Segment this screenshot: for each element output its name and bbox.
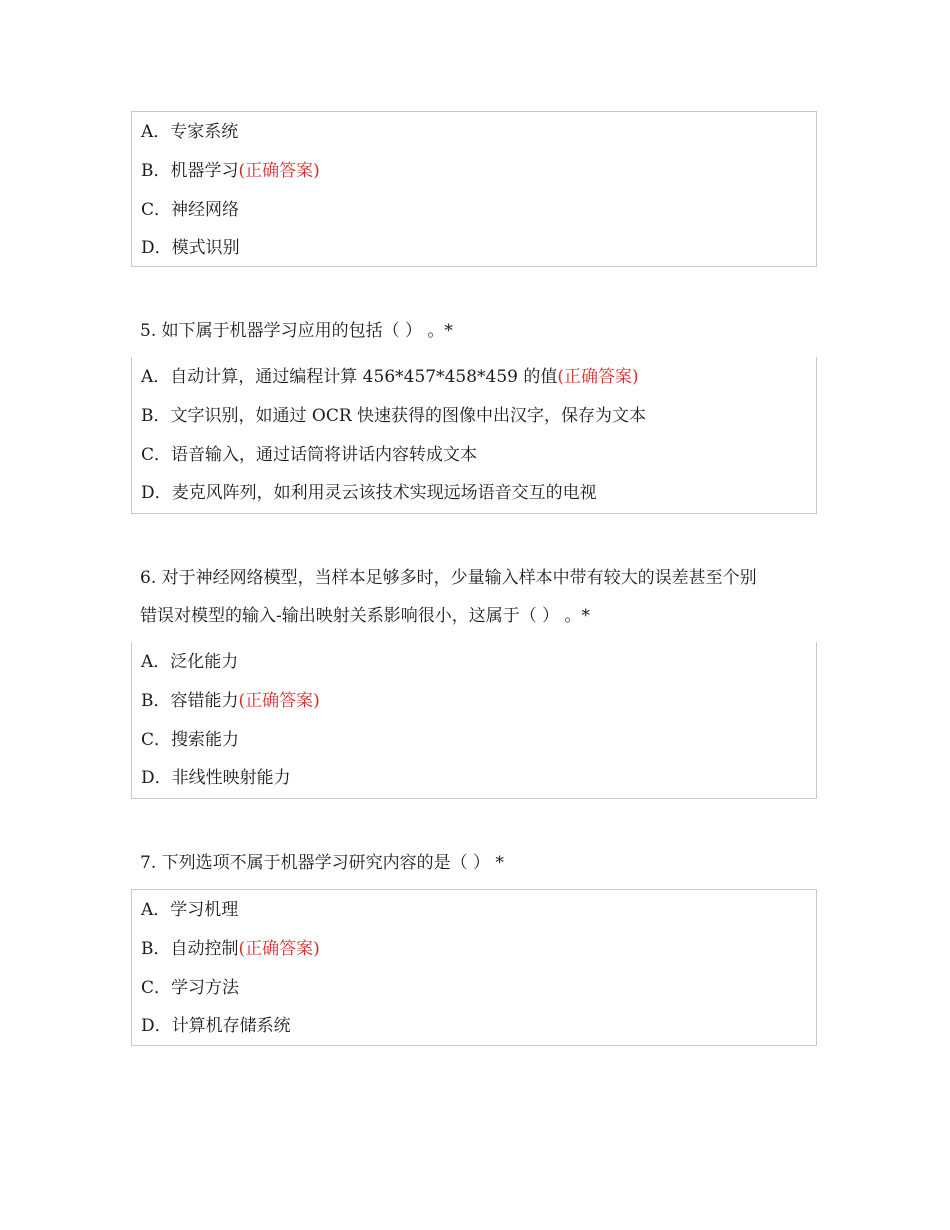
option-letter: D．: [141, 238, 172, 259]
option-letter: D．: [141, 483, 172, 504]
option-text: 文字识别，如通过 OCR 快速获得的图像中出汉字，保存为文本: [170, 405, 647, 426]
option-text: 语音输入，通过话筒将讲话内容转成文本: [171, 444, 478, 465]
option-text: 专家系统: [170, 122, 239, 142]
q4-option-b: [132, 153, 816, 192]
option-text: 自动计算，通过编程计算 456*457*458*459 的值: [170, 367, 558, 387]
correct-answer-mark: (正确答案): [238, 690, 320, 711]
q5-options-box: [131, 357, 817, 514]
option-letter: C．: [141, 444, 172, 465]
q6-prompt-line-1: 6. 对于神经网络模型，当样本足够多时，少量输入样本中带有较大的误差甚至个别: [140, 568, 757, 588]
q7-option-c: [132, 970, 816, 1009]
q6-option-b: [132, 683, 816, 722]
q6-option-a: [132, 644, 816, 683]
option-text: 机器学习: [170, 160, 239, 181]
q6-options-box: [131, 642, 817, 799]
q5-option-b: [132, 398, 816, 437]
option-letter: C．: [141, 199, 172, 220]
option-letter: B．: [141, 160, 171, 181]
option-text: 搜索能力: [171, 729, 240, 750]
option-text: 容错能力: [170, 690, 239, 711]
q5-prompt: 5. 如下属于机器学习应用的包括（ ） 。*: [140, 321, 453, 341]
q7-options-box: [131, 889, 817, 1046]
option-text: 泛化能力: [170, 652, 239, 672]
option-letter: B．: [141, 938, 171, 959]
q4-option-c: [132, 192, 816, 231]
option-text: 麦克风阵列，如利用灵云该技术实现远场语音交互的电视: [171, 483, 597, 504]
correct-answer-mark: (正确答案): [557, 367, 639, 387]
option-text: 自动控制: [170, 938, 239, 959]
option-letter: D．: [141, 1016, 172, 1037]
option-letter: A．: [141, 900, 171, 920]
option-letter: A．: [141, 367, 171, 387]
option-letter: B．: [141, 690, 171, 711]
q6-option-c: [132, 722, 816, 761]
option-text: 模式识别: [171, 238, 240, 259]
q5-option-d: [132, 475, 816, 514]
option-letter: B．: [141, 405, 171, 426]
option-text: 计算机存储系统: [171, 1016, 291, 1037]
correct-answer-mark: (正确答案): [238, 938, 320, 959]
q7-prompt: 7. 下列选项不属于机器学习研究内容的是（ ） *: [140, 853, 504, 873]
q6-prompt: [140, 559, 830, 635]
option-text: 神经网络: [171, 199, 240, 220]
q4-option-a: [132, 114, 816, 153]
option-letter: D．: [141, 768, 172, 789]
q7-option-b: [132, 931, 816, 970]
option-text: 非线性映射能力: [171, 768, 291, 789]
q4-options-box: [131, 111, 817, 267]
q5-option-a: [132, 359, 816, 398]
q6-prompt-line-2: 错误对模型的输入-输出映射关系影响很小，这属于（ ） 。*: [140, 606, 591, 626]
option-letter: C．: [141, 977, 172, 998]
q7-option-d: [132, 1008, 816, 1047]
option-text: 学习方法: [171, 977, 240, 998]
option-letter: C．: [141, 729, 172, 750]
option-text: 学习机理: [170, 900, 239, 920]
correct-answer-mark: (正确答案): [238, 160, 320, 181]
q7-option-a: [132, 892, 816, 931]
option-letter: A．: [141, 652, 171, 672]
q4-option-d: [132, 230, 816, 269]
option-letter: A．: [141, 122, 171, 142]
q5-option-c: [132, 437, 816, 476]
q6-option-d: [132, 760, 816, 799]
